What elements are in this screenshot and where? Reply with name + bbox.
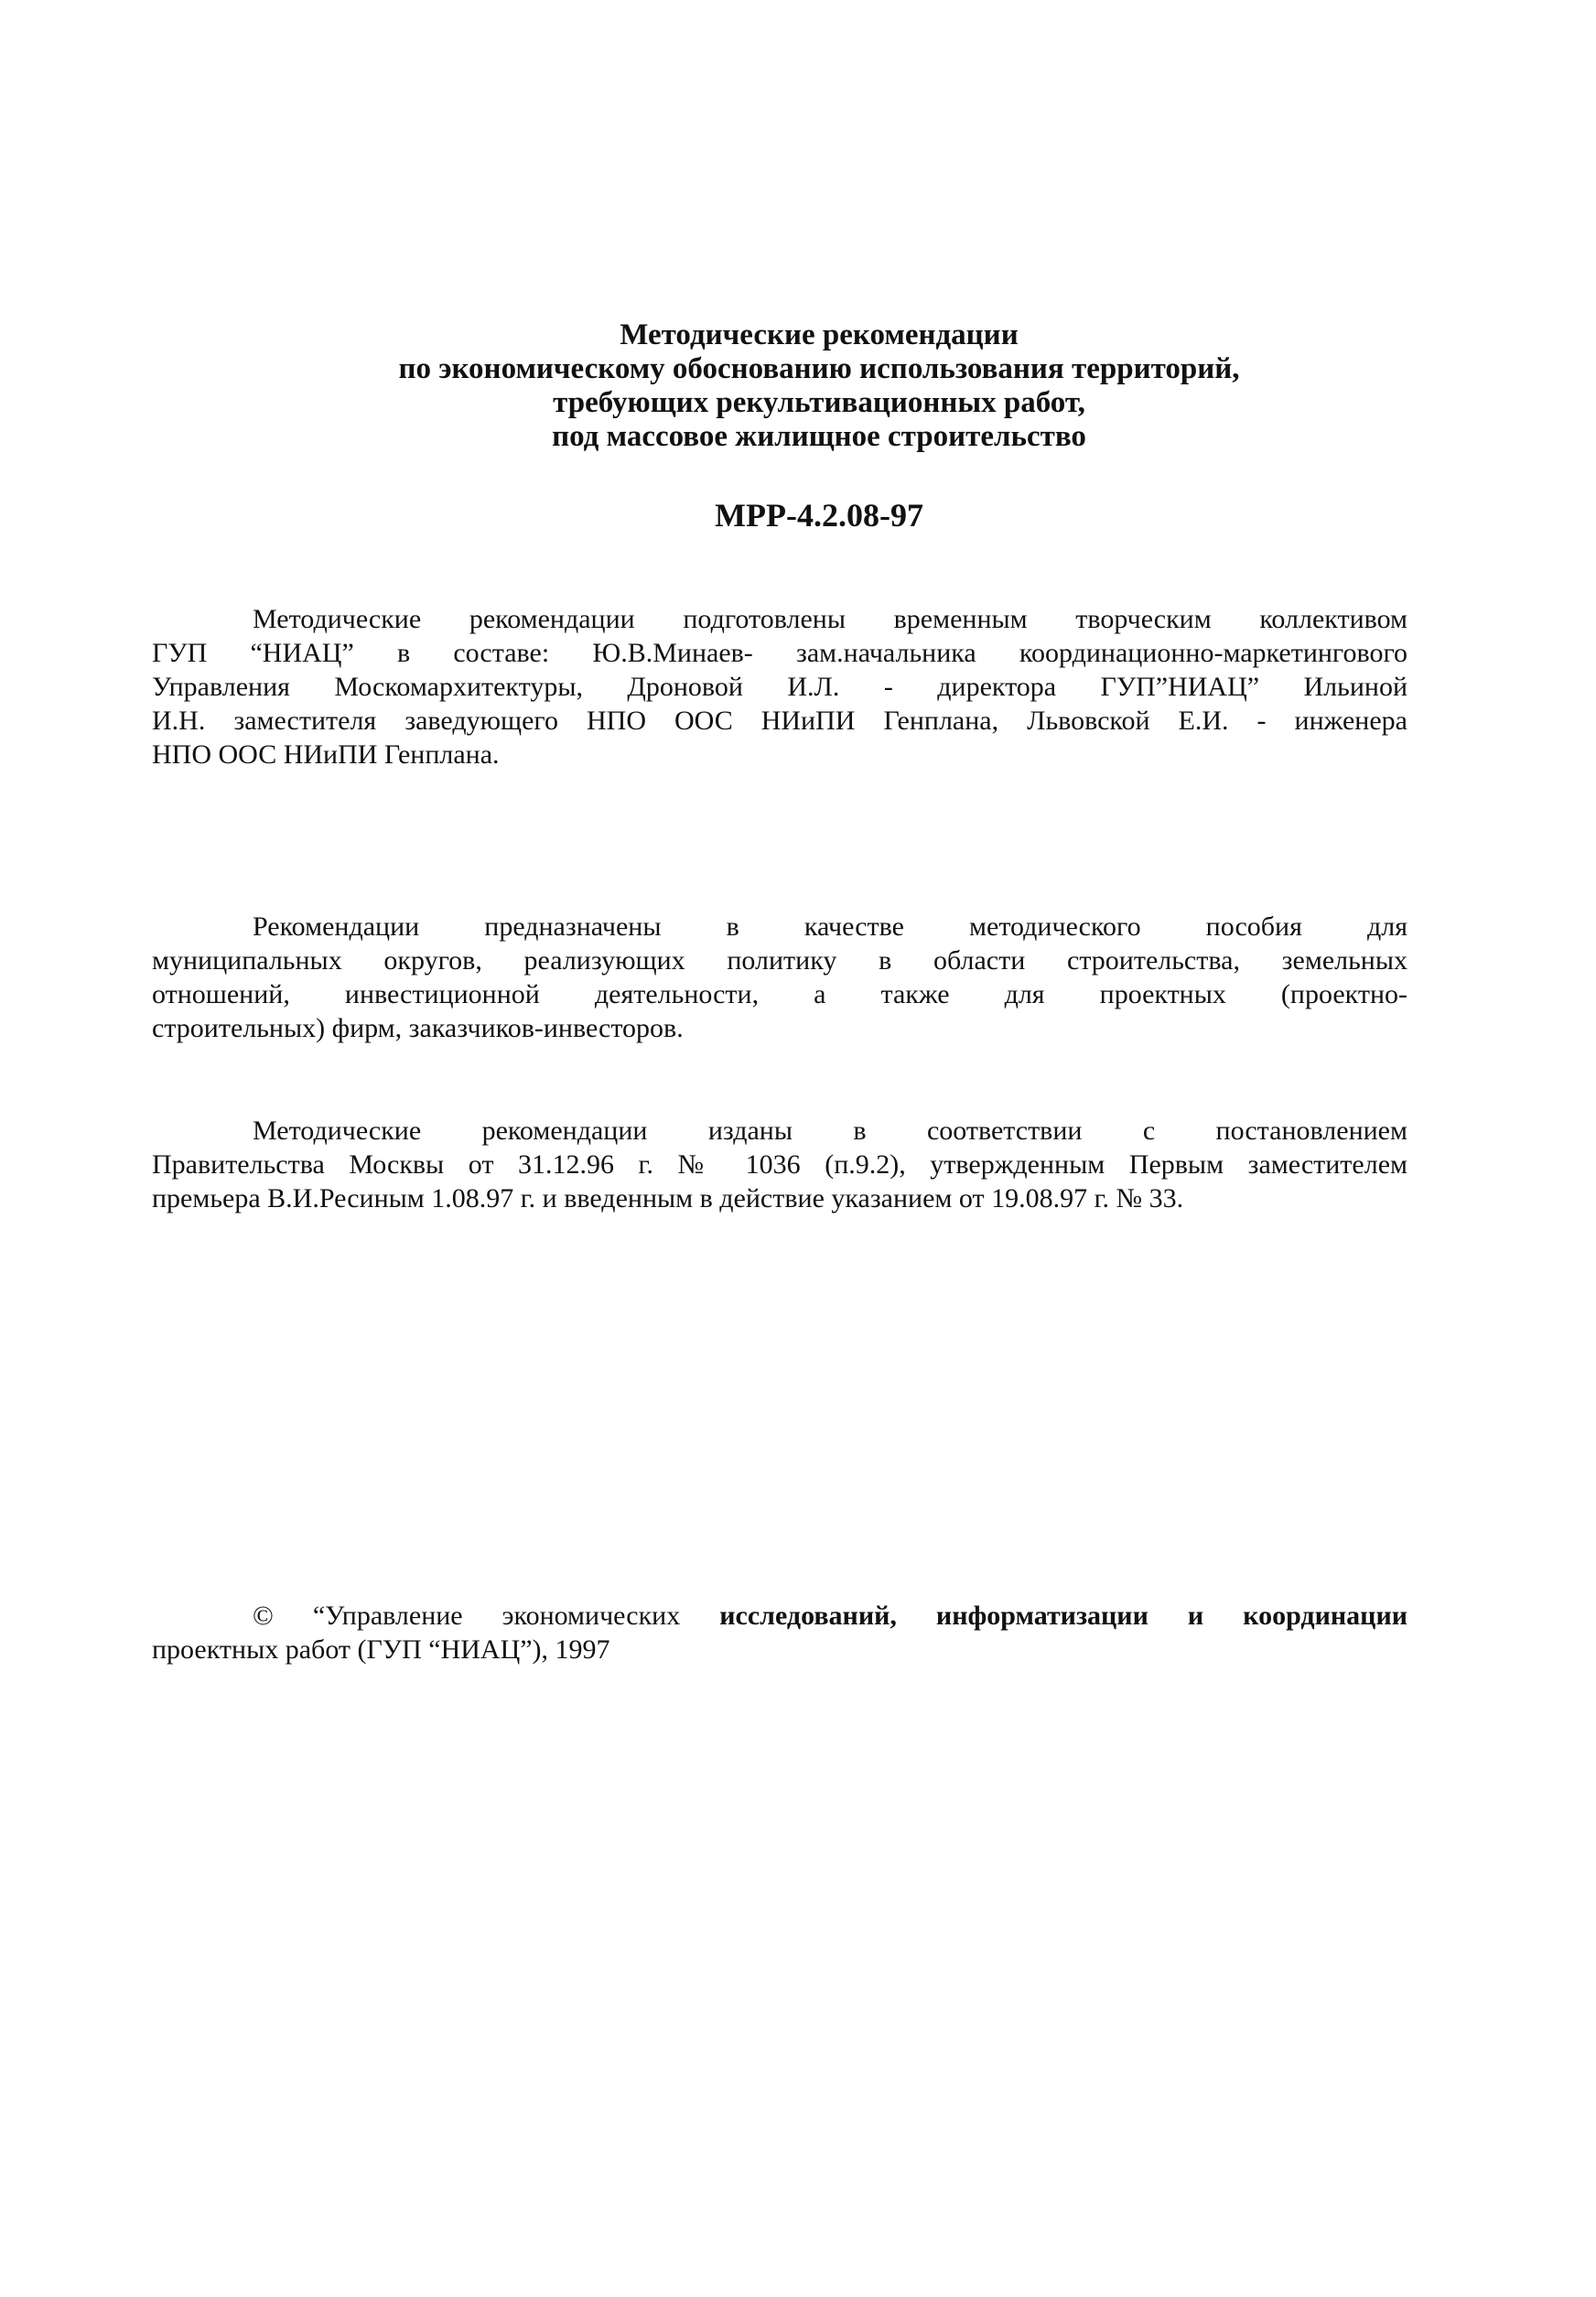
copyright-text-regular: “Управление экономических	[312, 1601, 681, 1631]
title-line-2: по экономическому обоснованию использования территорий,	[398, 352, 1240, 385]
title-line-3: требующих рекультивационных работ,	[553, 386, 1085, 419]
copyright-icon: ©	[253, 1601, 274, 1631]
paragraph-line: строительных) фирм, заказчиков-инвесторов.	[152, 1013, 684, 1043]
title-line-4: под массовое жилищное строительство	[552, 420, 1086, 453]
authors-paragraph	[152, 602, 1407, 771]
paragraph-line: отношений, инвестиционной деятельности, а также для проектных (проектно-	[152, 979, 1407, 1009]
document-code: МРР-4.2.08-97	[715, 497, 923, 534]
paragraph-line: Рекомендации предназначены в качестве методического пособия для	[253, 911, 1407, 942]
purpose-paragraph	[152, 910, 1407, 1045]
paragraph-line: Методические рекомендации подготовлены временным творческим коллективом	[253, 604, 1407, 634]
paragraph-line: Правительства Москвы от 31.12.96 г. № 1036 (п.9.2), утвержденным Первым заместителем	[152, 1149, 1407, 1180]
paragraph-line: ГУП “НИАЦ” в составе: Ю.В.Минаев- зам.начальника координационно-маркетингового	[152, 638, 1407, 668]
copyright-line-2: проектных работ (ГУП “НИАЦ”), 1997	[152, 1634, 610, 1665]
paragraph-line: Методические рекомендации изданы в соответствии с постановлением	[253, 1116, 1407, 1146]
paragraph-line: Управления Москомархитектуры, Дроновой И.Л. - директора ГУП”НИАЦ” Ильиной	[152, 672, 1407, 702]
title-line-1: Методические рекомендации	[620, 318, 1019, 351]
copyright-line-1	[152, 1599, 1407, 1633]
copyright-notice	[152, 1599, 1407, 1666]
paragraph-line: премьера В.И.Ресиным 1.08.97 г. и введенным в действие указанием от 19.08.97 г. № 33.	[152, 1183, 1184, 1213]
paragraph-line: НПО ООС НИиПИ Генплана.	[152, 739, 500, 770]
document-title	[229, 318, 1409, 454]
publication-paragraph	[152, 1114, 1407, 1215]
paragraph-line: И.Н. заместителя заведующего НПО ООС НИиПИ Генплана, Львовской Е.И. - инженера	[152, 706, 1407, 736]
paragraph-line: муниципальных округов, реализующих политику в области строительства, земельных	[152, 945, 1407, 976]
copyright-text-bold: исследований, информатизации и координации	[719, 1601, 1408, 1631]
